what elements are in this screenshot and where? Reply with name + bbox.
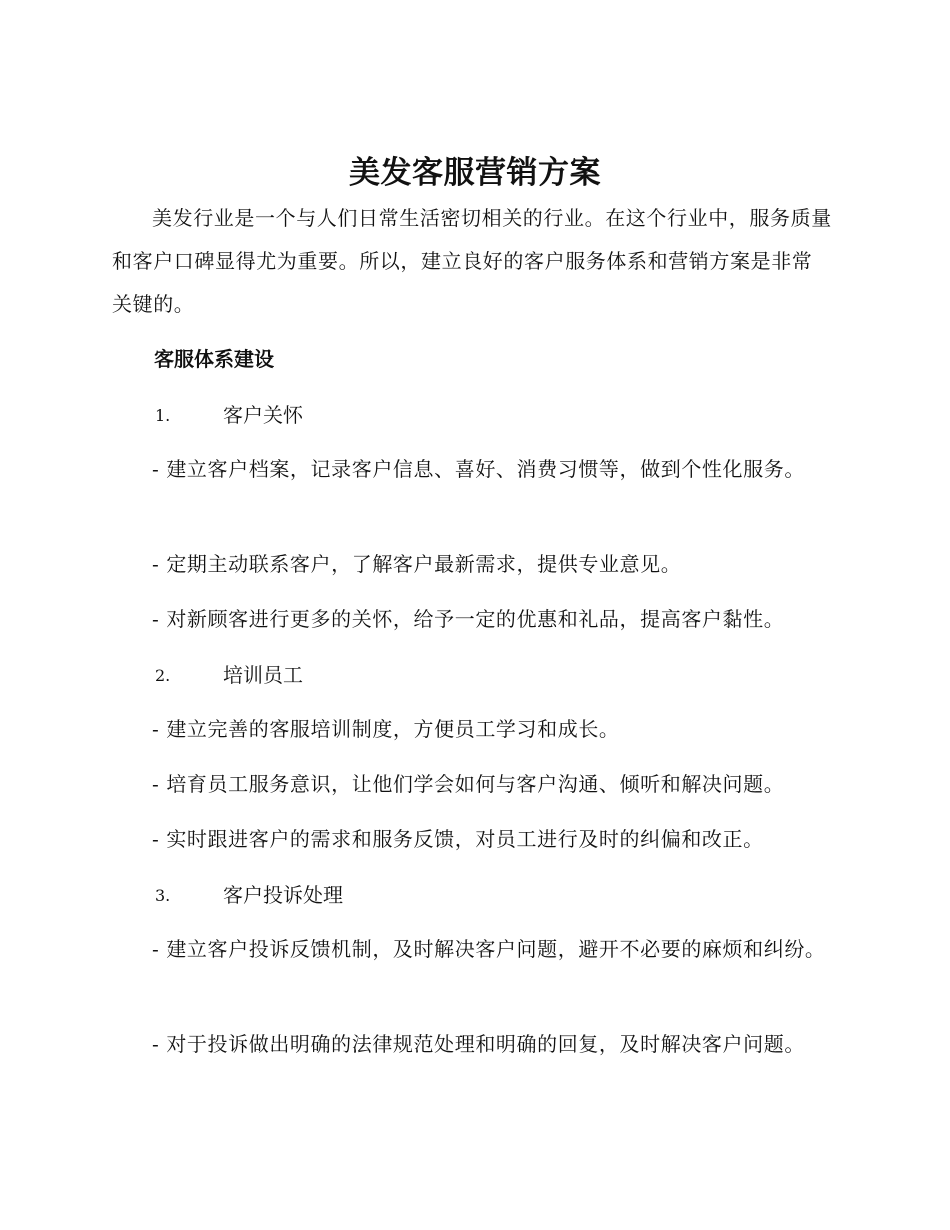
list-item-heading — [155, 400, 303, 431]
bullet-paragraph: - 实时跟进客户的需求和服务反馈，对员工进行及时的纠偏和改正。 — [152, 827, 764, 851]
section-heading: 客服体系建设 — [154, 347, 274, 371]
bullet-paragraph: - 建立完善的客服培训制度，方便员工学习和成长。 — [152, 717, 620, 741]
bullet-paragraph: - 培育员工服务意识，让他们学会如何与客户沟通、倾听和解决问题。 — [152, 772, 785, 796]
bullet-paragraph: - 对于投诉做出明确的法律规范处理和明确的回复，及时解决客户问题。 — [152, 1032, 805, 1056]
bullet-paragraph: - 对新顾客进行更多的关怀，给予一定的优惠和礼品，提高客户黏性。 — [152, 607, 785, 631]
list-item-number: 1. — [155, 406, 171, 425]
list-item-heading — [155, 660, 303, 691]
document-title: 美发客服营销方案 — [349, 155, 601, 191]
list-item-number: 3. — [155, 886, 171, 905]
bullet-paragraph: - 建立客户投诉反馈机制，及时解决客户问题，避开不必要的麻烦和纠纷。 — [152, 937, 826, 961]
list-item-title: 客户投诉处理 — [223, 883, 343, 907]
list-item-title: 客户关怀 — [223, 403, 303, 427]
list-item-title: 培训员工 — [223, 663, 303, 687]
bullet-paragraph: - 建立客户档案，记录客户信息、喜好、消费习惯等，做到个性化服务。 — [152, 457, 805, 481]
intro-paragraph: 美发行业是一个与人们日常生活密切相关的行业。在这个行业中，服务质量和客户口碑显得尤为重要。所以，建立良好的客户服务体系和营销方案是非常关键的。 — [112, 206, 832, 316]
list-item-heading — [155, 880, 343, 911]
list-item-number: 2. — [155, 666, 171, 685]
bullet-paragraph: - 定期主动联系客户，了解客户最新需求，提供专业意见。 — [152, 552, 682, 576]
